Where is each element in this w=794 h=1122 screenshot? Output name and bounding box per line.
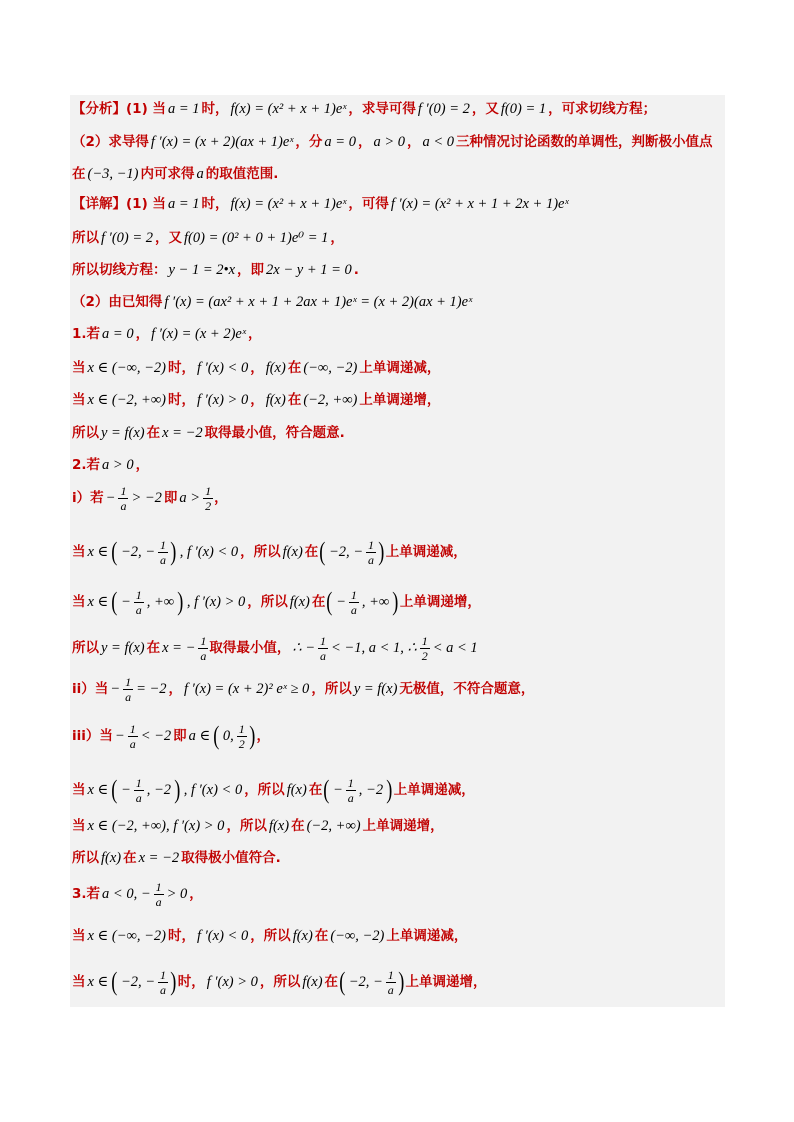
fraction-numerator: 1 [387,967,394,982]
text-segment: ，所以 [247,594,288,610]
text-segment: ，所以 [250,928,291,944]
bracket: ) [174,775,181,804]
text-segment: ， [250,360,264,376]
text-segment: 当 [72,544,86,560]
math-expression: (−3, −1) [87,166,139,182]
math-expression: x ∈ [87,782,109,798]
text-segment: 取得最小值，符合题意. [204,425,345,441]
solution-line [72,95,724,123]
math-expression: − [114,728,125,744]
text-segment: 所以 [72,640,99,656]
math-expression: (−2, +∞) [303,392,358,408]
text-segment: 时， [177,974,205,990]
text-segment: 上单调递增， [405,974,487,990]
solution-line [72,419,724,447]
text-segment: 在 [72,166,86,182]
math-expression: −2, − [120,974,156,990]
text-segment: ， [135,457,150,473]
bracket: ) [249,722,256,750]
math-expression: , −2 [146,782,172,798]
solution-line [72,484,724,512]
text-segment: 内可求得 [140,166,195,182]
fraction-denominator: a [387,982,394,997]
fraction [420,634,430,663]
text-segment: 在 [314,928,329,944]
math-expression: x ∈ [87,544,109,560]
text-segment: 取得最小值， [209,640,291,656]
math-expression: f(0) = 1 [500,101,547,117]
text-segment: 即 [163,490,178,506]
text-segment: ，求导可得 [348,101,416,117]
text-segment: iii）当 [72,728,113,744]
text-segment: 时， [167,392,195,408]
fraction-numerator: 1 [129,722,136,736]
math-expression: f ′(0) = 2 [101,230,154,246]
math-expression: f(x) [268,818,290,834]
math-expression: ∴ − [292,640,315,656]
text-segment: ， [168,681,183,697]
text-segment: 时， [201,101,229,117]
text-segment: 上单调递增， [359,392,441,408]
math-expression: f(x) [101,850,122,866]
math-expression: a < 0, − [102,886,151,902]
bracket: ( [326,587,333,616]
text-segment: ， [330,230,344,246]
text-segment: 即 [173,728,187,744]
solution-line [72,628,724,668]
fraction-numerator: 1 [160,967,167,982]
text-segment: ， [247,326,262,342]
math-expression: y = f(x) [101,640,145,656]
text-segment: ，又 [155,230,183,246]
fraction [346,776,356,805]
fraction [203,484,213,512]
fraction-numerator: 1 [120,484,127,498]
fraction [123,675,133,703]
math-expression: f(x) [265,392,286,408]
solution-line [72,160,724,188]
fraction-denominator: a [160,552,167,567]
text-segment: 在 [287,360,302,376]
text-segment: 当 [72,392,86,408]
text-segment: ，分 [295,134,323,150]
math-expression: , f ′(x) < 0 [179,544,239,560]
text-segment: 在 [324,974,339,990]
solution-line [72,675,724,703]
fraction-denominator: a [120,498,127,512]
fraction [198,634,208,663]
text-segment: ， [407,134,421,150]
fraction-denominator: a [155,894,162,908]
math-expression: , +∞ [146,594,175,610]
text-segment: 当 [72,928,86,944]
math-expression: x ∈ (−∞, −2) [87,928,166,944]
bracket: ( [111,537,118,566]
math-expression: (−2, +∞) [306,818,361,834]
text-segment: 上单调递减， [386,928,468,944]
math-expression: a > 0 [102,457,134,473]
fraction [134,776,144,805]
fraction-numerator: 1 [368,537,375,552]
math-expression: f(x) [292,928,313,944]
text-segment: 的取值范围. [205,166,279,182]
math-expression: f ′(x) < 0 [196,360,249,376]
solution-line [72,320,724,348]
fraction-numerator: 1 [135,775,142,790]
text-segment: 2.若 [72,457,101,473]
text-segment: 上单调递减， [359,360,441,376]
text-segment: 在 [146,425,161,441]
math-expression: − [120,782,131,798]
fraction [386,968,396,997]
bracket: ) [170,967,177,996]
fraction-denominator: a [160,982,167,997]
text-segment: ， [256,728,270,744]
math-expression: , −2 [358,782,384,798]
text-segment: ， [135,326,150,342]
fraction-numerator: 1 [200,633,207,648]
text-segment: 【详解】(1) 当 [72,196,166,212]
solution-line [72,190,724,218]
math-expression: a > 0 [373,134,405,150]
fraction-numerator: 1 [350,587,357,602]
solution-line [72,844,724,872]
solution-line [72,354,724,382]
text-segment: 当 [72,782,86,798]
math-expression: a < 0 [422,134,455,150]
fraction-denominator: a [320,648,326,663]
solution-line [72,770,724,810]
math-expression: < −1, a < 1, ∴ [331,640,417,656]
fraction [134,588,144,617]
math-expression: y = f(x) [353,681,398,697]
math-expression: f ′(x) = (x + 2)eˣ [151,326,246,342]
solution-line [72,922,724,950]
text-segment: 当 [72,360,86,376]
fraction-denominator: 2 [205,498,212,512]
fraction [118,484,128,512]
bracket: ( [111,967,118,996]
text-segment: 在 [308,782,323,798]
bracket: ( [111,775,118,804]
solution-line [72,532,724,572]
bracket: ( [111,587,118,616]
math-expression: x = − [162,640,196,656]
math-expression: − [332,782,343,798]
math-expression: , f ′(x) > 0 [186,594,246,610]
math-expression: , +∞ [361,594,390,610]
fraction-numerator: 1 [160,537,167,552]
math-expression: < a < 1 [432,640,478,656]
math-expression: a ∈ [188,728,211,744]
math-expression: f ′(x) = (x + 2)² eˣ ≥ 0 [184,681,310,697]
math-expression: f(x) [302,974,323,990]
math-expression: a [196,166,204,182]
math-expression: > −2 [131,490,162,506]
solution-line [72,288,724,316]
text-segment: 【分析】(1) 当 [72,101,166,117]
math-expression: x = −2 [138,850,180,866]
math-expression: f(x) = (x² + x + 1)eˣ [230,196,347,212]
text-segment: ，所以 [240,544,281,560]
text-segment: 上单调递增， [362,818,444,834]
text-segment: 在 [287,392,302,408]
math-expression: x ∈ [87,974,109,990]
text-segment: 所以 [72,425,99,441]
fraction-denominator: a [135,790,142,805]
math-expression: (−∞, −2) [303,360,358,376]
text-segment: ，即 [237,262,265,278]
math-expression: 0, [222,728,234,744]
text-segment: 无极值，不符合题意， [399,681,535,697]
math-expression: = −2 [136,681,167,697]
math-expression: f(x) [282,544,303,560]
math-expression: f ′(x) > 0 [206,974,258,990]
math-expression: < −2 [140,728,172,744]
math-expression: 2x − y + 1 = 0 [266,262,352,278]
text-segment: ， [189,886,203,902]
text-segment: 时， [167,360,195,376]
solution-line [72,812,724,840]
math-expression: f(x) [289,594,310,610]
math-expression: a = 1 [167,196,200,212]
math-expression: y = f(x) [101,425,145,441]
math-expression: f ′(x) = (ax² + x + 1 + 2ax + 1)eˣ = (x + 2)(ax + 1)eˣ [164,294,473,310]
math-expression: f(0) = (0² + 0 + 1)e⁰ = 1 [184,230,329,246]
math-expression: − [110,681,121,697]
fraction-denominator: a [350,602,357,617]
solution-line [72,962,724,1002]
text-segment: 3.若 [72,886,101,902]
text-segment: 上单调递减， [393,782,475,798]
text-segment: 当 [72,818,86,834]
fraction-denominator: a [129,736,136,750]
math-expression: f ′(x) > 0 [196,392,249,408]
solution-line [72,224,724,252]
fraction-numerator: 1 [421,633,428,648]
text-segment: 在 [304,544,319,560]
fraction-denominator: a [200,648,207,663]
bracket: ) [392,587,399,616]
fraction [237,722,247,750]
math-expression: x ∈ [87,594,109,610]
text-segment: 在 [291,818,305,834]
math-expression: a > [179,490,201,506]
math-expression: x ∈ (−∞, −2) [87,360,166,376]
text-segment: 所以 [72,850,99,866]
text-segment: ，所以 [244,782,285,798]
math-expression: −2, − [348,974,383,990]
math-expression: x ∈ (−2, +∞) [87,392,166,408]
fraction-denominator: a [125,689,132,703]
text-segment: 取得极小值符合. [181,850,281,866]
bracket: ( [323,775,330,804]
text-segment: 所以 [72,230,99,246]
text-segment: 上单调递增， [399,594,481,610]
text-segment: . [353,262,359,278]
fraction [349,588,359,617]
fraction [158,968,168,997]
math-expression: y − 1 = 2•x [168,262,236,278]
math-expression: f ′(x) = (x² + x + 1 + 2x + 1)eˣ [390,196,569,212]
bracket: ) [177,587,184,616]
bracket: ( [339,967,346,996]
fraction [154,880,164,908]
text-segment: 时， [167,928,195,944]
fraction-denominator: a [347,790,354,805]
solution-line [72,880,724,908]
text-segment: ， [214,490,228,506]
fraction [318,634,328,663]
fraction-denominator: a [368,552,375,567]
fraction-denominator: 2 [421,648,428,663]
fraction-numerator: 1 [238,722,245,736]
math-expression: x = −2 [162,425,203,441]
fraction [158,538,168,567]
fraction-numerator: 1 [155,880,162,894]
text-segment: 当 [72,594,86,610]
fraction [128,722,138,750]
text-segment: ， [250,392,264,408]
solution-line [72,582,724,622]
text-segment: ，所以 [226,818,267,834]
math-expression: f ′(x) < 0 [196,928,249,944]
math-expression: > 0 [166,886,188,902]
fraction-numerator: 1 [205,484,212,498]
text-segment: ，又 [471,101,499,117]
text-segment: 三种情况讨论函数的单调性，判断极小值点 [456,134,713,150]
math-expression: f(x) [265,360,286,376]
math-expression: (−∞, −2) [330,928,385,944]
text-segment: ii）当 [72,681,109,697]
math-expression: f ′(x) = (x + 2)(ax + 1)eˣ [150,134,294,150]
bracket: ) [386,775,393,804]
text-segment: 1.若 [72,326,101,342]
math-expression: x ∈ (−2, +∞), f ′(x) > 0 [87,818,225,834]
math-expression: − [105,490,116,506]
math-expression: a = 0 [324,134,356,150]
solution-line [72,451,724,479]
text-segment: 在 [146,640,161,656]
bracket: ( [319,537,326,566]
text-segment: i）若 [72,490,104,506]
math-expression: − [120,594,131,610]
solution-line [72,722,724,750]
text-segment: ，可求切线方程； [548,101,657,117]
fraction-numerator: 1 [320,633,326,648]
bracket: ( [213,722,220,750]
math-expression: a = 0 [102,326,134,342]
math-expression: a = 1 [167,101,200,117]
text-segment: 所以切线方程： [72,262,167,278]
text-segment: ， [357,134,372,150]
math-expression: −2, − [120,544,156,560]
fraction-numerator: 1 [347,775,354,790]
text-segment: （2）求导得 [72,134,149,150]
text-segment: （2）由已知得 [72,294,163,310]
bracket: ) [170,537,177,566]
math-expression: , f ′(x) < 0 [183,782,243,798]
math-expression: − [336,594,346,610]
solution-line [72,256,724,284]
math-expression: f ′(0) = 2 [417,101,470,117]
fraction [366,538,376,567]
fraction-denominator: 2 [238,736,245,750]
text-segment: ，所以 [311,681,352,697]
math-expression: f(x) [286,782,307,798]
fraction-numerator: 1 [135,587,142,602]
text-segment: ，可得 [348,196,389,212]
bracket: ) [398,967,405,996]
math-expression: −2, − [328,544,364,560]
text-segment: ，所以 [259,974,301,990]
text-segment: 当 [72,974,86,990]
math-expression: f(x) = (x² + x + 1)eˣ [230,101,347,117]
text-segment: 上单调递减， [385,544,467,560]
text-segment: 在 [311,594,326,610]
fraction-denominator: a [135,602,142,617]
solution-line [72,128,724,156]
bracket: ) [378,537,385,566]
text-segment: 在 [123,850,137,866]
fraction-numerator: 1 [125,675,132,689]
solution-line [72,386,724,414]
text-segment: 时， [201,196,229,212]
